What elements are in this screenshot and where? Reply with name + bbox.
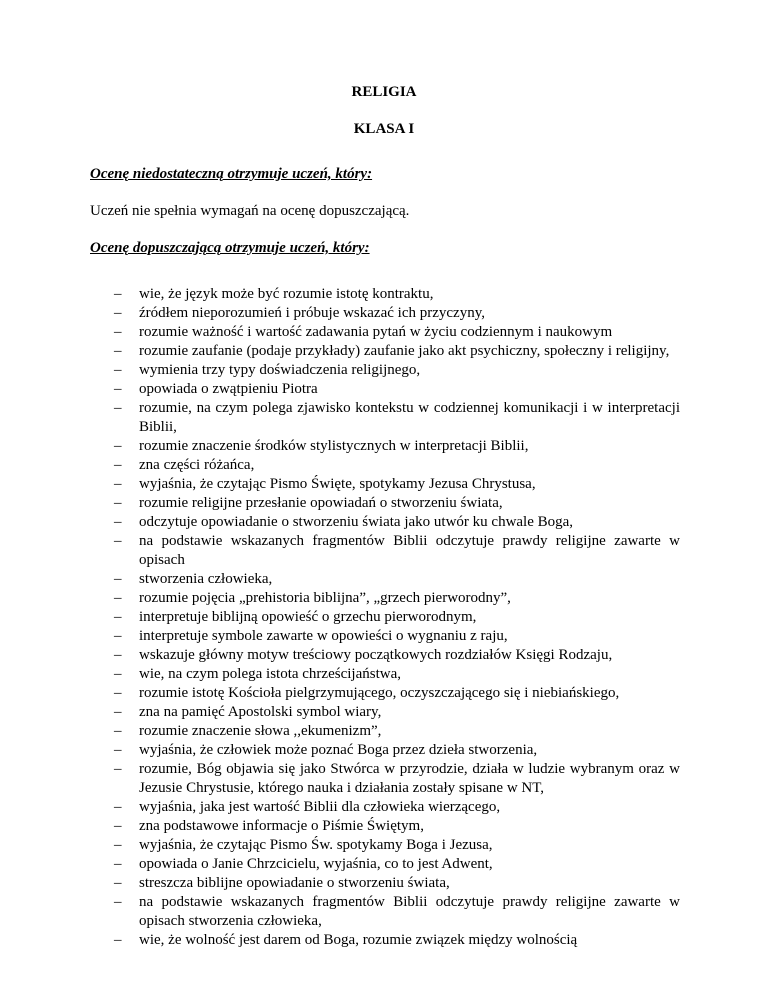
list-item-text: rozumie religijne przesłanie opowiadań o stworzeniu świata, bbox=[139, 495, 503, 511]
list-bullet: – bbox=[114, 343, 122, 359]
list-bullet: – bbox=[114, 381, 122, 397]
list-item-text: wie, że język może być rozumie istotę kontraktu, bbox=[139, 286, 434, 302]
list-item-text: streszcza biblijne opowiadanie o stworzeniu świata, bbox=[139, 875, 450, 891]
list-item bbox=[0, 760, 768, 798]
list-item-text: zna na pamięć Apostolski symbol wiary, bbox=[139, 704, 382, 720]
list-bullet: – bbox=[114, 362, 122, 378]
list-bullet: – bbox=[114, 742, 122, 758]
list-item bbox=[0, 570, 768, 589]
page-title: RELIGIA bbox=[351, 84, 417, 100]
list-item bbox=[0, 380, 768, 399]
list-item bbox=[0, 285, 768, 304]
list-item-text: rozumie zaufanie (podaje przykłady) zaufanie jako akt psychiczny, społeczny i religijny, bbox=[139, 343, 670, 359]
list-item bbox=[0, 399, 768, 437]
list-item-text: zna części różańca, bbox=[139, 457, 255, 473]
list-bullet: – bbox=[114, 894, 122, 910]
list-item bbox=[0, 741, 768, 760]
list-bullet: – bbox=[114, 400, 122, 416]
list-item bbox=[0, 703, 768, 722]
list-bullet: – bbox=[114, 761, 122, 777]
list-bullet: – bbox=[114, 685, 122, 701]
list-bullet: – bbox=[114, 723, 122, 739]
list-item bbox=[0, 874, 768, 893]
list-bullet: – bbox=[114, 495, 122, 511]
list-item bbox=[0, 646, 768, 665]
list-item-text: wie, że wolność jest darem od Boga, rozumie związek między wolnością bbox=[139, 932, 578, 948]
list-item-text: rozumie, na czym polega zjawisko kontekstu w codziennej komunikacji i w interpretacji Biblii, bbox=[139, 400, 680, 435]
list-bullet: – bbox=[114, 932, 122, 948]
list-item bbox=[0, 494, 768, 513]
list-item-text: opowiada o Janie Chrzcicielu, wyjaśnia, co to jest Adwent, bbox=[139, 856, 493, 872]
list-item-text: rozumie pojęcia „prehistoria biblijna”, „grzech pierworodny”, bbox=[139, 590, 511, 606]
list-item bbox=[0, 304, 768, 323]
list-item bbox=[0, 323, 768, 342]
list-item-text: wymienia trzy typy doświadczenia religijnego, bbox=[139, 362, 421, 378]
section-heading-pass: Ocenę dopuszczającą otrzymuje uczeń, który: bbox=[90, 240, 370, 256]
list-item-text: rozumie znaczenie słowa ,,ekumenizm”, bbox=[139, 723, 382, 739]
list-item-text: interpretuje symbole zawarte w opowieści o wygnaniu z raju, bbox=[139, 628, 508, 644]
list-bullet: – bbox=[114, 571, 122, 587]
list-bullet: – bbox=[114, 875, 122, 891]
list-bullet: – bbox=[114, 514, 122, 530]
list-bullet: – bbox=[114, 286, 122, 302]
list-item bbox=[0, 361, 768, 380]
page-subtitle: KLASA I bbox=[353, 121, 415, 137]
list-item-text: rozumie, Bóg objawia się jako Stwórca w przyrodzie, działa w ludzie wybranym oraz w Jezusie Chrystusie, którego nauka i działania zostały spisane w NT, bbox=[139, 761, 680, 796]
list-item-text: wie, na czym polega istota chrześcijaństwa, bbox=[139, 666, 401, 682]
list-bullet: – bbox=[114, 533, 122, 549]
list-bullet: – bbox=[114, 324, 122, 340]
list-item bbox=[0, 532, 768, 570]
list-bullet: – bbox=[114, 818, 122, 834]
list-bullet: – bbox=[114, 457, 122, 473]
list-bullet: – bbox=[114, 305, 122, 321]
list-item-text: rozumie znaczenie środków stylistycznych w interpretacji Biblii, bbox=[139, 438, 529, 454]
list-item-text: wyjaśnia, jaka jest wartość Biblii dla człowieka wierzącego, bbox=[139, 799, 501, 815]
list-item-text: interpretuje biblijną opowieść o grzechu pierworodnym, bbox=[139, 609, 477, 625]
list-item-text: na podstawie wskazanych fragmentów Biblii odczytuje prawdy religijne zawarte w opisach bbox=[139, 533, 680, 568]
list-item-text: wyjaśnia, że czytając Pismo Św. spotykamy Boga i Jezusa, bbox=[139, 837, 493, 853]
list-item bbox=[0, 893, 768, 931]
list-item bbox=[0, 437, 768, 456]
list-item-text: rozumie ważność i wartość zadawania pytań w życiu codziennym i naukowym bbox=[139, 324, 613, 340]
list-item-text: zna podstawowe informacje o Piśmie Świętym, bbox=[139, 818, 424, 834]
list-item-text: wskazuje główny motyw treściowy początkowych rozdziałów Księgi Rodzaju, bbox=[139, 647, 613, 663]
list-item-text: wyjaśnia, że czytając Pismo Święte, spotykamy Jezusa Chrystusa, bbox=[139, 476, 536, 492]
list-item bbox=[0, 513, 768, 532]
list-item-text: opowiada o zwątpieniu Piotra bbox=[139, 381, 318, 397]
list-bullet: – bbox=[114, 837, 122, 853]
list-bullet: – bbox=[114, 704, 122, 720]
section-heading-fail: Ocenę niedostateczną otrzymuje uczeń, który: bbox=[90, 166, 373, 182]
list-item-text: źródłem nieporozumień i próbuje wskazać ich przyczyny, bbox=[139, 305, 485, 321]
list-bullet: – bbox=[114, 799, 122, 815]
requirements-list bbox=[0, 285, 768, 950]
list-bullet: – bbox=[114, 609, 122, 625]
list-item bbox=[0, 608, 768, 627]
list-item bbox=[0, 684, 768, 703]
list-item bbox=[0, 931, 768, 950]
list-item bbox=[0, 456, 768, 475]
list-item bbox=[0, 722, 768, 741]
list-item-text: rozumie istotę Kościoła pielgrzymującego, oczyszczającego się i niebiańskiego, bbox=[139, 685, 620, 701]
list-item bbox=[0, 475, 768, 494]
section-text-fail: Uczeń nie spełnia wymagań na ocenę dopuszczającą. bbox=[90, 203, 410, 219]
list-item bbox=[0, 627, 768, 646]
list-item bbox=[0, 817, 768, 836]
list-item-text: stworzenia człowieka, bbox=[139, 571, 273, 587]
list-bullet: – bbox=[114, 438, 122, 454]
list-item-text: wyjaśnia, że człowiek może poznać Boga przez dzieła stworzenia, bbox=[139, 742, 538, 758]
list-item-text: odczytuje opowiadanie o stworzeniu świata jako utwór ku chwale Boga, bbox=[139, 514, 574, 530]
list-bullet: – bbox=[114, 666, 122, 682]
list-bullet: – bbox=[114, 628, 122, 644]
list-item bbox=[0, 836, 768, 855]
list-item-text: na podstawie wskazanych fragmentów Biblii odczytuje prawdy religijne zawarte w opisach stworzenia człowieka, bbox=[139, 894, 680, 929]
list-bullet: – bbox=[114, 590, 122, 606]
list-item bbox=[0, 342, 768, 361]
list-bullet: – bbox=[114, 647, 122, 663]
list-item bbox=[0, 665, 768, 684]
list-bullet: – bbox=[114, 856, 122, 872]
list-item bbox=[0, 798, 768, 817]
list-item bbox=[0, 589, 768, 608]
list-bullet: – bbox=[114, 476, 122, 492]
list-item bbox=[0, 855, 768, 874]
